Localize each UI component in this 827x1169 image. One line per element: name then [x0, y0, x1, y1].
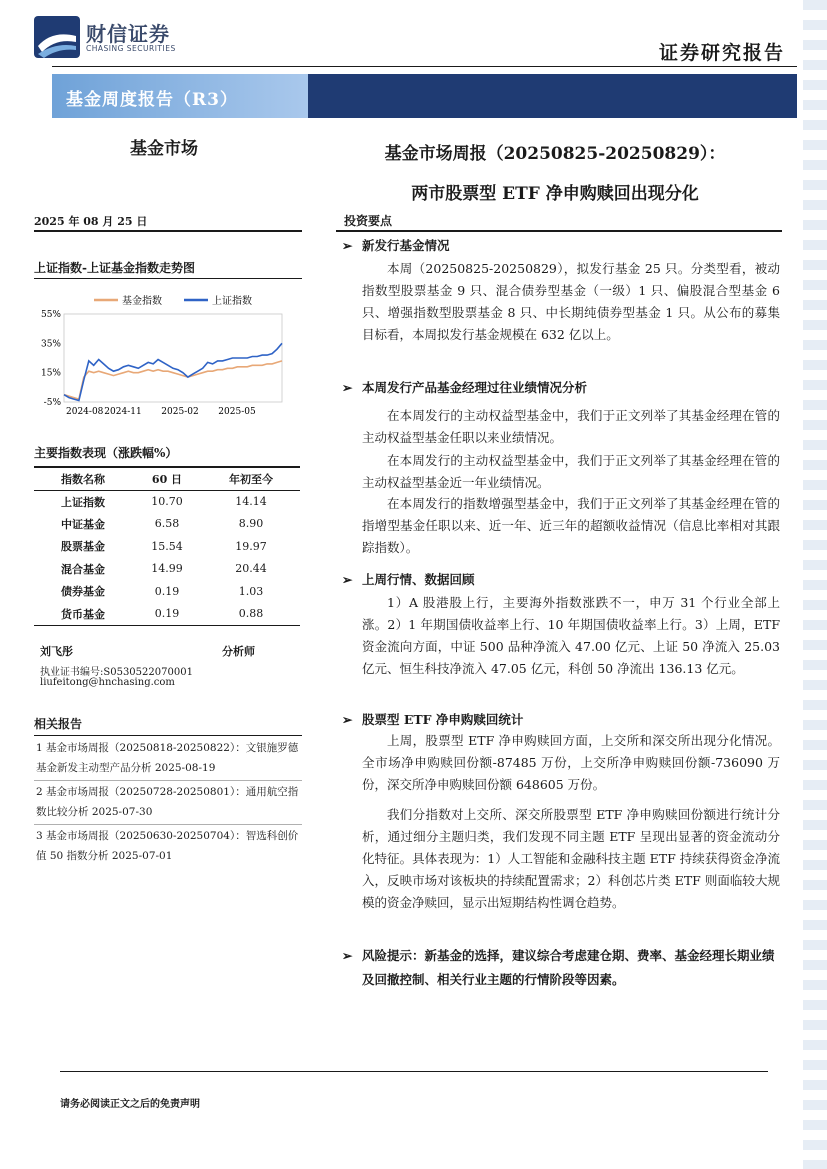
banner-highlight — [52, 74, 308, 118]
index-ytd: 19.97 — [235, 539, 267, 553]
related-report-item[interactable]: 2 基金市场周报（20250728-20250801）：通用航空指数比较分析 2025-07-30 — [36, 786, 299, 818]
legend-label-fund: 基金指数 — [122, 296, 162, 307]
risk-label: 风险提示： — [362, 948, 425, 963]
col-header-60d: 60 日 — [132, 467, 202, 490]
table-row — [34, 558, 300, 581]
key-points-divider — [336, 230, 782, 232]
brand-logo — [34, 16, 184, 58]
analyst-name: 刘飞彤 — [40, 645, 73, 658]
index-performance-table — [34, 466, 300, 626]
series-line-fund-index — [64, 361, 282, 399]
index-name: 混合基金 — [60, 562, 105, 576]
related-separator — [34, 780, 302, 781]
related-report-item[interactable]: 3 基金市场周报（20250630-20250704）：智选科创价值 50 指数分析 2025-07-01 — [36, 830, 299, 862]
section-title-text: 上周行情、数据回顾 — [362, 572, 475, 587]
index-ytd: 14.14 — [235, 495, 267, 508]
analyst-license: 执业证书编号:S0530522070001 — [40, 667, 193, 678]
header-divider — [52, 66, 797, 67]
trend-chart — [34, 282, 302, 424]
report-title — [340, 134, 770, 214]
section-paragraph: 1）A 股港股上行，主要海外指数涨跌不一，申万 31 个行业全部上涨。2）1 年期国债收益率上行、10 年期国债收益率上行。3）上周，ETF 资金流向方面，中证 500 品种净流入 47.00 亿元、上证 50 净流入 25.03 亿元、恒生科技净流入 47.05 亿元，科创 50 净流出 136.13 亿元。 — [362, 595, 780, 676]
y-tick-label: 55% — [40, 310, 61, 320]
index-name: 中证基金 — [60, 517, 105, 531]
section-title — [342, 710, 782, 728]
section-paragraph: 本周（20250825-20250829），拟发行基金 25 只。分类型看，被动指数型股票基金 9 只、混合债券型基金（一级）1 只、偏股混合型基金 6 只、增强指数型股票基金 8 只、中长期纯债券型基金 1 只。从公布的募集目标看，本周拟发行基金规模在 632 亿以上。 — [362, 261, 780, 342]
section-title — [342, 570, 782, 588]
arrow-bullet-icon: ➢ — [342, 572, 353, 587]
analyst-email[interactable]: liufeitong@hnchasing.com — [40, 677, 175, 688]
report-title-line2: 两市股票型 ETF 净申购赎回出现分化 — [411, 184, 699, 204]
index-name: 上证指数 — [60, 495, 105, 509]
index-name: 股票基金 — [60, 540, 105, 554]
x-tick-label: 2024-08 — [66, 407, 104, 417]
index-name: 货币基金 — [34, 603, 132, 626]
report-banner — [52, 74, 797, 118]
chart-legend — [94, 294, 252, 307]
table-row — [34, 490, 300, 513]
index-60d: 15.54 — [151, 539, 183, 553]
y-tick-label: 15% — [40, 368, 61, 379]
x-tick-label: 2025-05 — [218, 407, 256, 417]
arrow-bullet-icon: ➢ — [342, 380, 353, 395]
analyst-role: 分析师 — [222, 645, 255, 658]
table-header-row — [34, 467, 300, 490]
footer-disclaimer[interactable]: 请务必阅读正文之后的免责声明 — [60, 1099, 200, 1110]
x-tick-label: 2025-02 — [161, 407, 199, 417]
index-name: 债券基金 — [60, 585, 105, 599]
section-title — [342, 378, 782, 396]
y-tick-label: -5% — [43, 398, 61, 408]
related-report-item[interactable]: 1 基金市场周报（20250818-20250822）：文银施罗德基金新发主动型产品分析 2025-08-19 — [36, 742, 299, 774]
related-reports-heading: 相关报告 — [34, 717, 83, 731]
table-row — [34, 580, 300, 603]
y-tick-label: 35% — [40, 339, 61, 350]
key-points-heading: 投资要点 — [344, 214, 393, 228]
index-ytd: 20.44 — [235, 562, 267, 576]
table-row — [34, 513, 300, 536]
index-60d: 10.70 — [151, 495, 183, 508]
risk-text: 新基金的选择，建议综合考虑建仓期、费率、基金经理长期业绩及回撤控制、相关行业主题的行情阶段等因素。 — [362, 948, 775, 987]
chasing-logo-icon — [34, 16, 80, 58]
brand-name-cn: 财信证券 — [86, 22, 170, 46]
trend-chart-heading: 上证指数-上证基金指数走势图 — [34, 261, 195, 275]
index-60d: 0.19 — [132, 603, 202, 626]
index-ytd: 1.03 — [238, 584, 264, 598]
section-title — [342, 236, 782, 254]
arrow-bullet-icon: ➢ — [342, 238, 353, 253]
footer-divider — [60, 1071, 768, 1072]
index-ytd: 0.88 — [202, 603, 300, 626]
report-category: 基金市场 — [130, 139, 198, 159]
index-60d: 0.19 — [154, 584, 180, 598]
section-paragraph: 在本周发行的主动权益型基金中，我们于正文列举了其基金经理在管的主动权益型基金任职以来业绩情况。 — [362, 408, 780, 445]
trend-heading-divider — [34, 278, 302, 279]
arrow-bullet-icon: ➢ — [342, 712, 353, 727]
section-paragraph: 上周，股票型 ETF 净申购赎回方面，上交所和深交所出现分化情况。全市场净申购赎回份额-87485 万份，上交所净申购赎回份额-736090 万份，深交所净申购赎回份额 648605 万份。 — [362, 733, 780, 792]
report-title-line1: 基金市场周报（20250825-20250829）： — [384, 144, 726, 164]
date-divider — [34, 230, 302, 232]
risk-body — [342, 944, 782, 992]
related-separator — [34, 824, 302, 825]
x-tick-label: 2024-11 — [104, 407, 142, 417]
section-paragraph: 在本周发行的主动权益型基金中，我们于正文列举了其基金经理在管的主动权益型基金近一年业绩情况。 — [362, 453, 780, 490]
col-header-name: 指数名称 — [34, 467, 132, 490]
index-60d: 6.58 — [154, 517, 180, 531]
brand-name-en: CHASING SECURITIES — [86, 44, 176, 53]
col-header-ytd: 年初至今 — [202, 467, 300, 490]
arrow-bullet-icon: ➢ — [342, 948, 353, 963]
section-paragraph: 我们分指数对上交所、深交所股票型 ETF 净申购赎回份额进行统计分析，通过细分主题归类，我们发现不同主题 ETF 呈现出显著的资金流动分化特征。具体表现为：1）人工智能和金融科技主题 ETF 持续获得资金净流入，反映市场对该板块的持续配置需求；2）科创芯片类 ETF 则面临较大规模的资金净赎回，显示出短期结构性调仓趋势。 — [362, 807, 780, 910]
index-perf-heading: 主要指数表现（涨跌幅%） — [34, 446, 178, 460]
risk-warning — [342, 944, 782, 992]
legend-label-sse: 上证指数 — [212, 296, 252, 307]
section-paragraph: 在本周发行的指数增强型基金中，我们于正文列举了其基金经理在管的指增型基金任职以来、近一年、近三年的超额收益情况（信息比率相对其跟踪指数）。 — [362, 496, 780, 555]
index-60d: 14.99 — [151, 562, 183, 576]
table-row — [34, 535, 300, 558]
decorative-stripe — [803, 0, 827, 1169]
report-type: 证券研究报告 — [658, 42, 785, 64]
index-ytd: 8.90 — [238, 517, 264, 531]
section-title-text: 股票型 ETF 净申购赎回统计 — [362, 712, 524, 727]
table-row — [34, 603, 300, 626]
report-date: 2025 年 08 月 25 日 — [34, 215, 148, 228]
section-title-text: 新发行基金情况 — [362, 238, 450, 253]
section-title-text: 本周发行产品基金经理过往业绩情况分析 — [362, 380, 588, 395]
related-heading-divider — [34, 735, 302, 736]
banner-title: 基金周度报告（R3） — [66, 90, 238, 110]
